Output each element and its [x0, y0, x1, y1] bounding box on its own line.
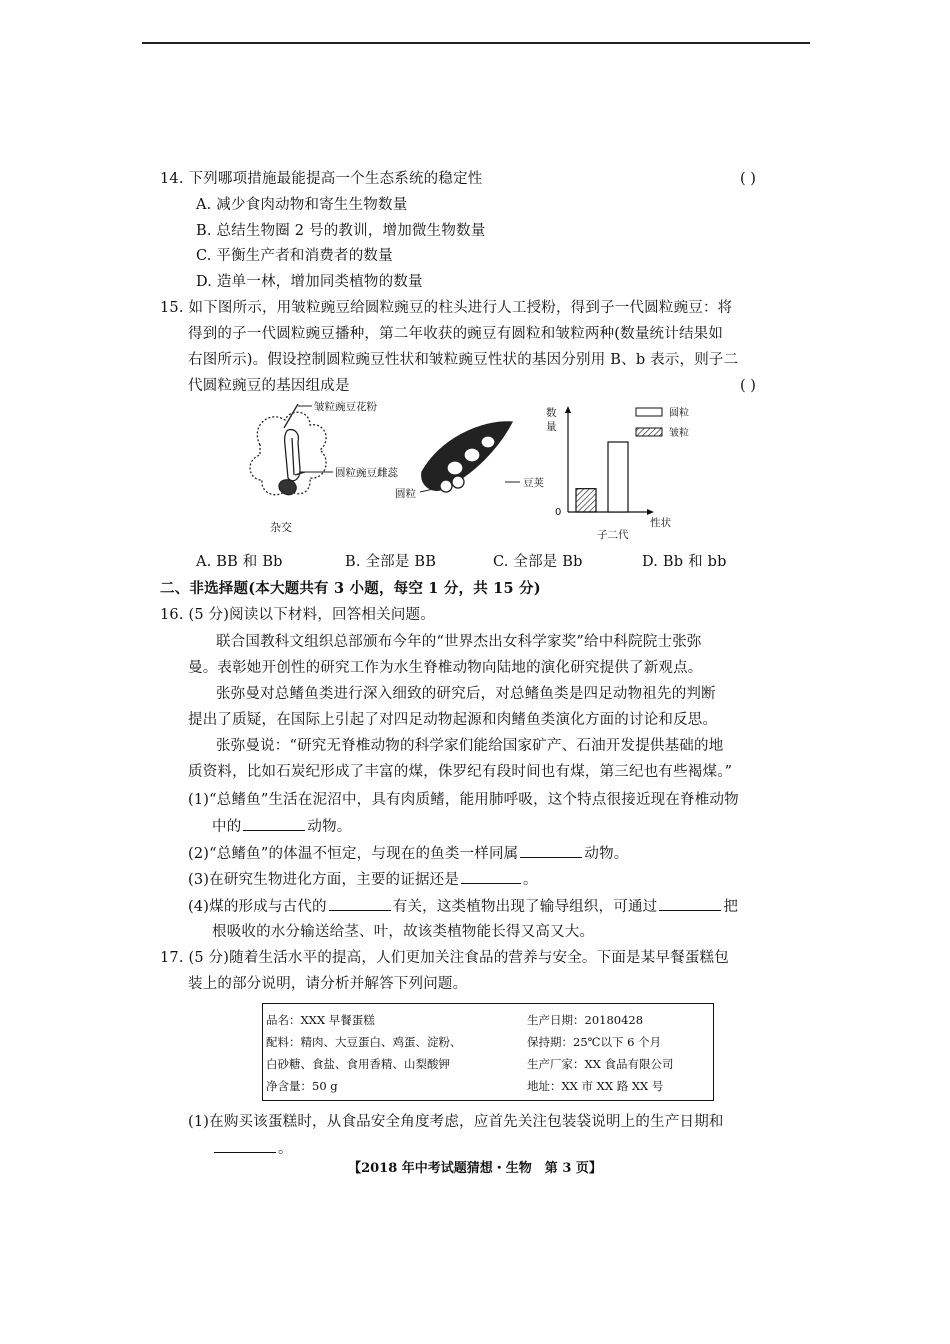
q17-sub1-blank[interactable]	[214, 1138, 276, 1153]
legend-swatch-wrinkled	[636, 428, 662, 436]
origin-label: 0	[555, 507, 562, 518]
q16-sub1-blank[interactable]	[243, 816, 305, 831]
q14-option-b: B. 总结生物圈 2 号的教训，增加微生物数量	[196, 223, 486, 239]
q16-sub4-line-1	[188, 896, 738, 917]
q16-sub3-prefix: (3)在研究生物进化方面，主要的证据还是	[188, 872, 460, 888]
y-axis-label-1: 数	[546, 407, 557, 419]
q14-option-a: A. 减少食肉动物和寄生生物数量	[196, 197, 408, 213]
q15-line-3: 右图所示)。假设控制圆粒豌豆性状和皱粒豌豆性状的基因分别用 B、b 表示，则子二	[188, 352, 739, 368]
q16-sub4-suffix: 把	[723, 899, 739, 915]
q16-sub4-blank-1[interactable]	[329, 896, 391, 911]
q15-option-d: D. Bb 和 bb	[642, 554, 727, 570]
bar-wrinkled	[576, 489, 596, 512]
q15-line-4: 代圆粒豌豆的基因组成是	[188, 378, 350, 394]
q15-option-b: B. 全部是 BB	[345, 554, 437, 570]
q14-stem: 14. 下列哪项措施最能提高一个生态系统的稳定性	[160, 171, 483, 187]
q15-line-1: 15. 如下图所示，用皱粒豌豆给圆粒豌豆的柱头进行人工授粉，得到子一代圆粒豌豆：将	[160, 300, 733, 316]
q15-bar-chart	[540, 402, 720, 542]
label-net-content: 净含量：50 g	[266, 1079, 338, 1093]
q15-answer-paren: ( )	[740, 378, 756, 394]
legend-label-wrinkled: 皱粒	[669, 428, 689, 439]
page-footer: 【2018 年中考试题猜想・生物 第 3 页】	[348, 1161, 602, 1176]
q15-line-2: 得到的子一代圆粒豌豆播种，第二年收获的豌豆有圆粒和皱粒两种(数量统计结果如	[188, 326, 724, 342]
q16-stem: 16. (5 分)阅读以下材料，回答相关问题。	[160, 607, 435, 623]
q16-material-line-2: 曼。表彰她开创性的研究工作为水生脊椎动物向陆地的演化研究提供了新观点。	[188, 660, 703, 676]
x-axis-label: 性状	[650, 517, 671, 529]
q16-sub3-blank[interactable]	[461, 869, 521, 884]
q16-sub1-line-1: (1)“总鳍鱼”生活在泥沼中，具有肉质鳍，能用肺呼吸，这个特点很接近现在脊椎动物	[188, 792, 739, 808]
label-product-name: 品名：XXX 早餐蛋糕	[266, 1013, 375, 1027]
q16-sub4-line-2: 根吸收的水分输送给茎、叶，故该类植物能长得又高又大。	[212, 924, 595, 940]
header-rule	[142, 42, 810, 44]
q16-material-line-3: 张弥曼对总鳍鱼类进行深入细致的研究后，对总鳍鱼类是四足动物祖先的判断	[216, 686, 716, 702]
q16-sub4-prefix: (4)煤的形成与古代的	[188, 899, 327, 915]
bar-round	[608, 442, 628, 512]
label-address: 地址：XX 市 XX 路 XX 号	[527, 1079, 664, 1093]
pod-label: 豆荚	[523, 477, 544, 489]
label-production-date: 生产日期：20180428	[527, 1013, 644, 1027]
label-ingredients-2: 白砂糖、食盐、食用香精、山梨酸钾	[266, 1057, 450, 1071]
q17-sub1-line-1: (1)在购买该蛋糕时，从食品安全角度考虑，应首先关注包装袋说明上的生产日期和	[188, 1114, 724, 1130]
q16-material-line-1: 联合国教科文组织总部颁布今年的“世界杰出女科学家奖”给中科院院士张弥	[216, 634, 702, 650]
q16-sub4-blank-2[interactable]	[659, 896, 721, 911]
q16-material-line-6: 质资料，比如石炭纪形成了丰富的煤，侏罗纪有段时间也有煤，第三纪也有些褐煤。”	[188, 764, 733, 780]
section-2-title: 二、非选择题(本大题共有 3 小题，每空 1 分，共 15 分)	[160, 580, 541, 597]
q17-sub1-line-2	[212, 1138, 293, 1159]
q14-option-d: D. 造单一林，增加同类植物的数量	[196, 274, 423, 290]
pea-flower-drawing	[250, 404, 326, 495]
food-label-box	[262, 1003, 714, 1101]
q15-option-c: C. 全部是 Bb	[493, 554, 583, 570]
legend-label-round: 圆粒	[669, 408, 689, 419]
flower-caption: 杂交	[270, 521, 292, 534]
q14-option-c: C. 平衡生产者和消费者的数量	[196, 248, 393, 264]
x-axis-arrow	[647, 509, 654, 515]
q16-sub1-suffix: 动物。	[307, 819, 352, 835]
q16-material-line-5: 张弥曼说：“研究无脊椎动物的科学家们能给国家矿产、石油开发提供基础的地	[216, 738, 724, 754]
label-shelf-life: 保持期：25℃以下 6 个月	[527, 1035, 662, 1049]
pea-label: 圆粒	[395, 488, 416, 500]
legend-swatch-round	[636, 408, 662, 416]
y-axis-arrow	[565, 406, 571, 413]
q16-sub4-middle: 有关，这类植物出现了输导组织，可通过	[392, 899, 658, 915]
q16-sub3-suffix: 。	[523, 872, 538, 888]
label-manufacturer: 生产厂家：XX 食品有限公司	[527, 1057, 674, 1071]
q16-sub2-suffix: 动物。	[584, 846, 629, 862]
label-ingredients-1: 配料：精肉、大豆蛋白、鸡蛋、淀粉、	[266, 1035, 462, 1049]
q16-sub2-prefix: (2)“总鳍鱼”的体温不恒定，与现在的鱼类一样同属	[188, 846, 519, 862]
q16-sub3	[188, 869, 538, 890]
x-category-label: 子二代	[597, 529, 629, 541]
q14-answer-paren: ( )	[740, 171, 756, 187]
q17-line-1: 17. (5 分)随着生活水平的提高，人们更加关注食品的营养与安全。下面是某早餐蛋糕包	[160, 950, 729, 966]
q15-cross-illustration	[240, 400, 570, 545]
q17-line-2: 装上的部分说明，请分析并解答下列问题。	[188, 976, 468, 992]
q16-material-line-4: 提出了质疑，在国际上引起了对四足动物起源和肉鳍鱼类演化方面的讨论和反思。	[188, 712, 718, 728]
q16-sub2	[188, 843, 628, 864]
flower-label-pistil: 圆粒豌豆雌蕊	[335, 467, 398, 479]
q16-sub2-blank[interactable]	[520, 843, 582, 858]
q16-sub1-prefix: 中的	[212, 819, 242, 835]
q15-option-a: A. BB 和 Bb	[196, 554, 283, 570]
pea-pod-drawing	[422, 422, 512, 492]
y-axis-label-2: 量	[546, 421, 557, 433]
flower-label-pollen: 皱粒豌豆花粉	[314, 401, 377, 413]
q16-sub1-line-2	[212, 816, 352, 837]
q17-sub1-suffix: 。	[278, 1141, 293, 1157]
